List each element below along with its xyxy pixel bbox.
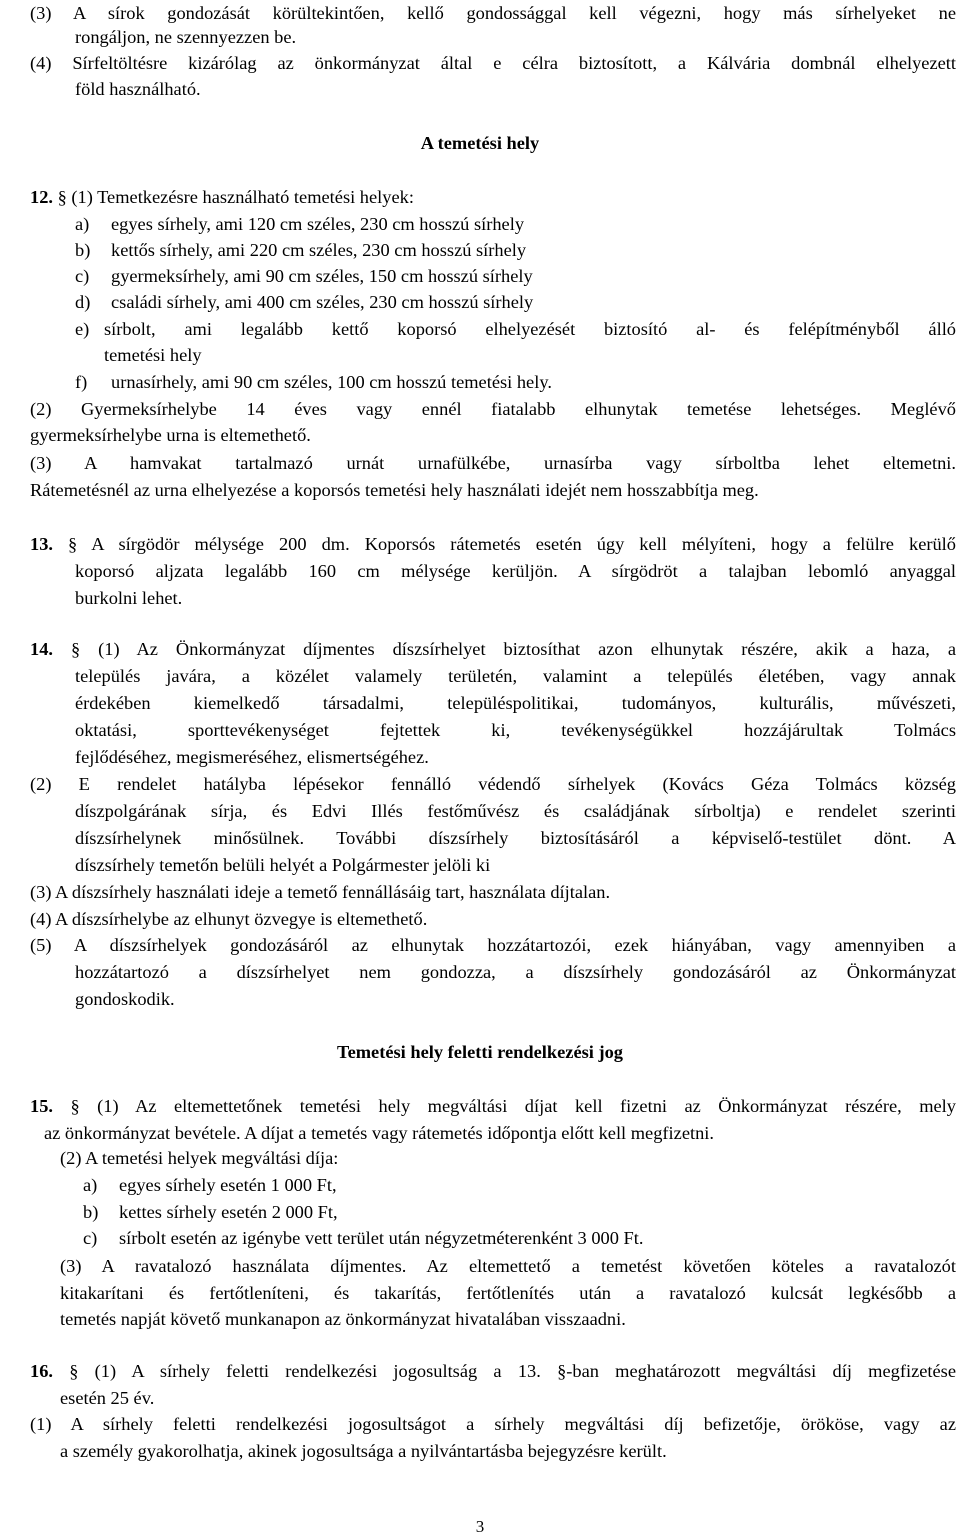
- section-number: 13.: [30, 534, 53, 554]
- paragraph-13-line-3: burkolni lehet.: [75, 588, 183, 608]
- paragraph-text: § A sírgödör mélysége 200 dm. Koporsós rátemetés esetén úgy kell mélyíteni, hogy a felülre kerülő: [68, 534, 956, 554]
- list-item-text: sírbolt esetén az igénybe vett terület után négyzetméterenként 3 000 Ft.: [119, 1228, 644, 1248]
- paragraph-14-2-line-1: (2) E rendelet hatályba lépésekor fennálló védendő sírhelyek (Kovács Géza Tolmács község: [30, 774, 956, 794]
- paragraph-14-4: (4) A díszsírhelybe az elhunyt özvegye is eltemethető.: [30, 909, 428, 929]
- paragraph-14-5-line-2: hozzátartozó a díszsírhelyet nem gondozza, a díszsírhely gondozásáról az Önkormányzat: [75, 962, 956, 982]
- list-item-15-c: [83, 1225, 643, 1252]
- section-heading-temetesi-hely: A temetési hely: [420, 133, 540, 153]
- section-number: 16.: [30, 1361, 53, 1381]
- paragraph-text: § (1) Az Önkormányzat díjmentes díszsírhelyet biztosíthat azon elhunytak részére, akik a haza, a: [70, 639, 956, 659]
- list-item-text: kettős sírhely, ami 220 cm széles, 230 cm hosszú sírhely: [111, 240, 527, 260]
- page-number: 3: [475, 1517, 485, 1536]
- paragraph-15-3-line-2: kitakarítani és fertőtleníteni, és takarítás, fertőtlenítés után a ravatalozó kulcsát legkésőbb a: [60, 1283, 956, 1303]
- paragraph-14-1-line-4: oktatási, sporttevékenységet fejtettek ki, tevékenységükkel hozzájárultak Tolmács: [75, 720, 956, 740]
- list-item-text: gyermeksírhely, ami 90 cm széles, 150 cm hosszú sírhely: [111, 266, 533, 286]
- section-heading-rendelkezesi-jog: Temetési hely feletti rendelkezési jog: [337, 1042, 623, 1062]
- paragraph-13-line-1: [30, 531, 956, 558]
- list-item-label: a): [75, 214, 90, 234]
- list-item-12-b: [75, 237, 526, 264]
- list-item-text: családi sírhely, ami 400 cm széles, 230 cm hosszú sírhely: [111, 292, 534, 312]
- list-item-12-e-label: e): [75, 319, 90, 339]
- paragraph-12-2-line-1: (2) Gyermeksírhelybe 14 éves vagy ennél fiatalabb elhunytak temetése lehetséges. Meglévő: [30, 399, 956, 419]
- list-item-15-b: [83, 1199, 338, 1226]
- paragraph-16-2-line-2: a személy gyakorolhatja, akinek jogosultsága a nyilvántartásba bejegyzésre került.: [60, 1441, 667, 1461]
- paragraph-15-1-line-1: [30, 1093, 956, 1120]
- paragraph-12-3-line-2: Rátemetésnél az urna elhelyezése a koporsós temetési hely használati idejét nem hosszabbítja meg.: [30, 480, 759, 500]
- list-item-15-a: [83, 1172, 337, 1199]
- list-item-label: c): [83, 1228, 98, 1248]
- list-item-text: egyes sírhely, ami 120 cm széles, 230 cm hosszú sírhely: [111, 214, 525, 234]
- list-item-label: b): [83, 1202, 99, 1222]
- paragraph-14-1-line-1: [30, 636, 956, 663]
- list-item-12-a: [75, 211, 524, 238]
- paragraph-15-2-intro: (2) A temetési helyek megváltási díja:: [60, 1148, 339, 1168]
- paragraph-15-3-line-3: temetés napját követő munkanapon az önkormányzat hivatalában visszaadni.: [60, 1309, 626, 1329]
- paragraph-14-1-line-5: fejlődéséhez, megismeréséhez, elismertségéhez.: [75, 747, 429, 767]
- list-item-12-e-text: sírbolt, ami legalább kettő koporsó elhelyezését biztosító al- és felépítményből álló: [104, 319, 956, 339]
- list-item-text: egyes sírhely esetén 1 000 Ft,: [119, 1175, 337, 1195]
- list-item-12-e-continuation: temetési hely: [104, 345, 202, 365]
- paragraph-11-4-line-2: föld használható.: [75, 79, 201, 99]
- paragraph-14-1-line-2: település javára, a közélet valamely területén, valamint a település életében, vagy annak: [75, 666, 956, 686]
- list-item-label: f): [75, 372, 88, 392]
- paragraph-16-1-line-1: [30, 1358, 956, 1385]
- paragraph-14-5-line-1: (5) A díszsírhelyek gondozásáról az elhunytak hozzátartozói, ezek hiányában, vagy amennyiben a: [30, 935, 956, 955]
- paragraph-16-2-line-1: (1) A sírhely feletti rendelkezési jogosultságot a sírhely megváltási díj befizetője, örököse, vagy az: [30, 1414, 956, 1434]
- paragraph-14-2-line-2: díszpolgárának sírja, és Edvi Illés festőművész és családjának sírboltja) e rendelet szerinti: [75, 801, 956, 821]
- list-item-label: a): [83, 1175, 98, 1195]
- section-number: 12.: [30, 187, 53, 207]
- list-item-12-c: [75, 263, 533, 290]
- paragraph-15-1-line-2: az önkormányzat bevétele. A díjat a temetés vagy rátemetés időpontja előtt kell megfizetni.: [44, 1123, 714, 1143]
- paragraph-text: § (1) A sírhely feletti rendelkezési jogosultság a 13. §-ban meghatározott megváltási díj megfizetése: [69, 1361, 956, 1381]
- section-number: 15.: [30, 1096, 53, 1116]
- paragraph-16-1-line-2: esetén 25 év.: [60, 1388, 155, 1408]
- paragraph-11-3-line-2: rongáljon, ne szennyezzen be.: [75, 27, 297, 47]
- paragraph-15-3-line-1: (3) A ravatalozó használata díjmentes. Az eltemettető a temetést követően köteles a ravatalozót: [60, 1256, 956, 1276]
- list-item-text: kettes sírhely esetén 2 000 Ft,: [119, 1202, 338, 1222]
- paragraph-text: § (1) Az eltemettetőnek temetési hely megváltási díjat kell fizetni az Önkormányzat részére, mely: [70, 1096, 956, 1116]
- paragraph-text: § (1) Temetkezésre használható temetési helyek:: [57, 187, 414, 207]
- list-item-12-d: [75, 289, 533, 316]
- list-item-label: c): [75, 266, 90, 286]
- paragraph-14-5-line-3: gondoskodik.: [75, 989, 175, 1009]
- paragraph-14-1-line-3: érdekében kiemelkedő társadalmi, településpolitikai, tudományos, kulturális, művészeti,: [75, 693, 956, 713]
- list-item-label: d): [75, 292, 91, 312]
- paragraph-12-2-line-2: gyermeksírhelybe urna is eltemethető.: [30, 425, 311, 445]
- paragraph-12-3-line-1: (3) A hamvakat tartalmazó urnát urnafülkébe, urnasírba vagy sírboltba lehet eltemetni.: [30, 453, 956, 473]
- list-item-12-f: [75, 369, 552, 396]
- list-item-label: b): [75, 240, 91, 260]
- section-number: 14.: [30, 639, 53, 659]
- paragraph-13-line-2: koporsó aljzata legalább 160 cm mélysége kerüljön. A sírgödröt a talajban lebomló anyaggal: [75, 561, 956, 581]
- paragraph-11-4-line-1: (4) Sírfeltöltésre kizárólag az önkormányzat által e célra biztosított, a Kálvária dombnál elhelyezett: [30, 53, 956, 73]
- paragraph-11-3-line-1: (3) A sírok gondozását körültekintően, kellő gondossággal kell végezni, hogy más sírhelyeket ne: [30, 3, 956, 23]
- paragraph-14-2-line-3: díszsírhelynek minősülnek. További díszsírhely biztosításáról a képviselő-testület dönt. A: [75, 828, 956, 848]
- paragraph-12-intro: [30, 184, 414, 211]
- paragraph-14-3: (3) A díszsírhely használati ideje a temető fennállásáig tart, használata díjtalan.: [30, 882, 611, 902]
- list-item-text: urnasírhely, ami 90 cm széles, 100 cm hosszú temetési hely.: [111, 372, 552, 392]
- paragraph-14-2-line-4: díszsírhely temetőn belüli helyét a Polgármester jelöli ki: [75, 855, 491, 875]
